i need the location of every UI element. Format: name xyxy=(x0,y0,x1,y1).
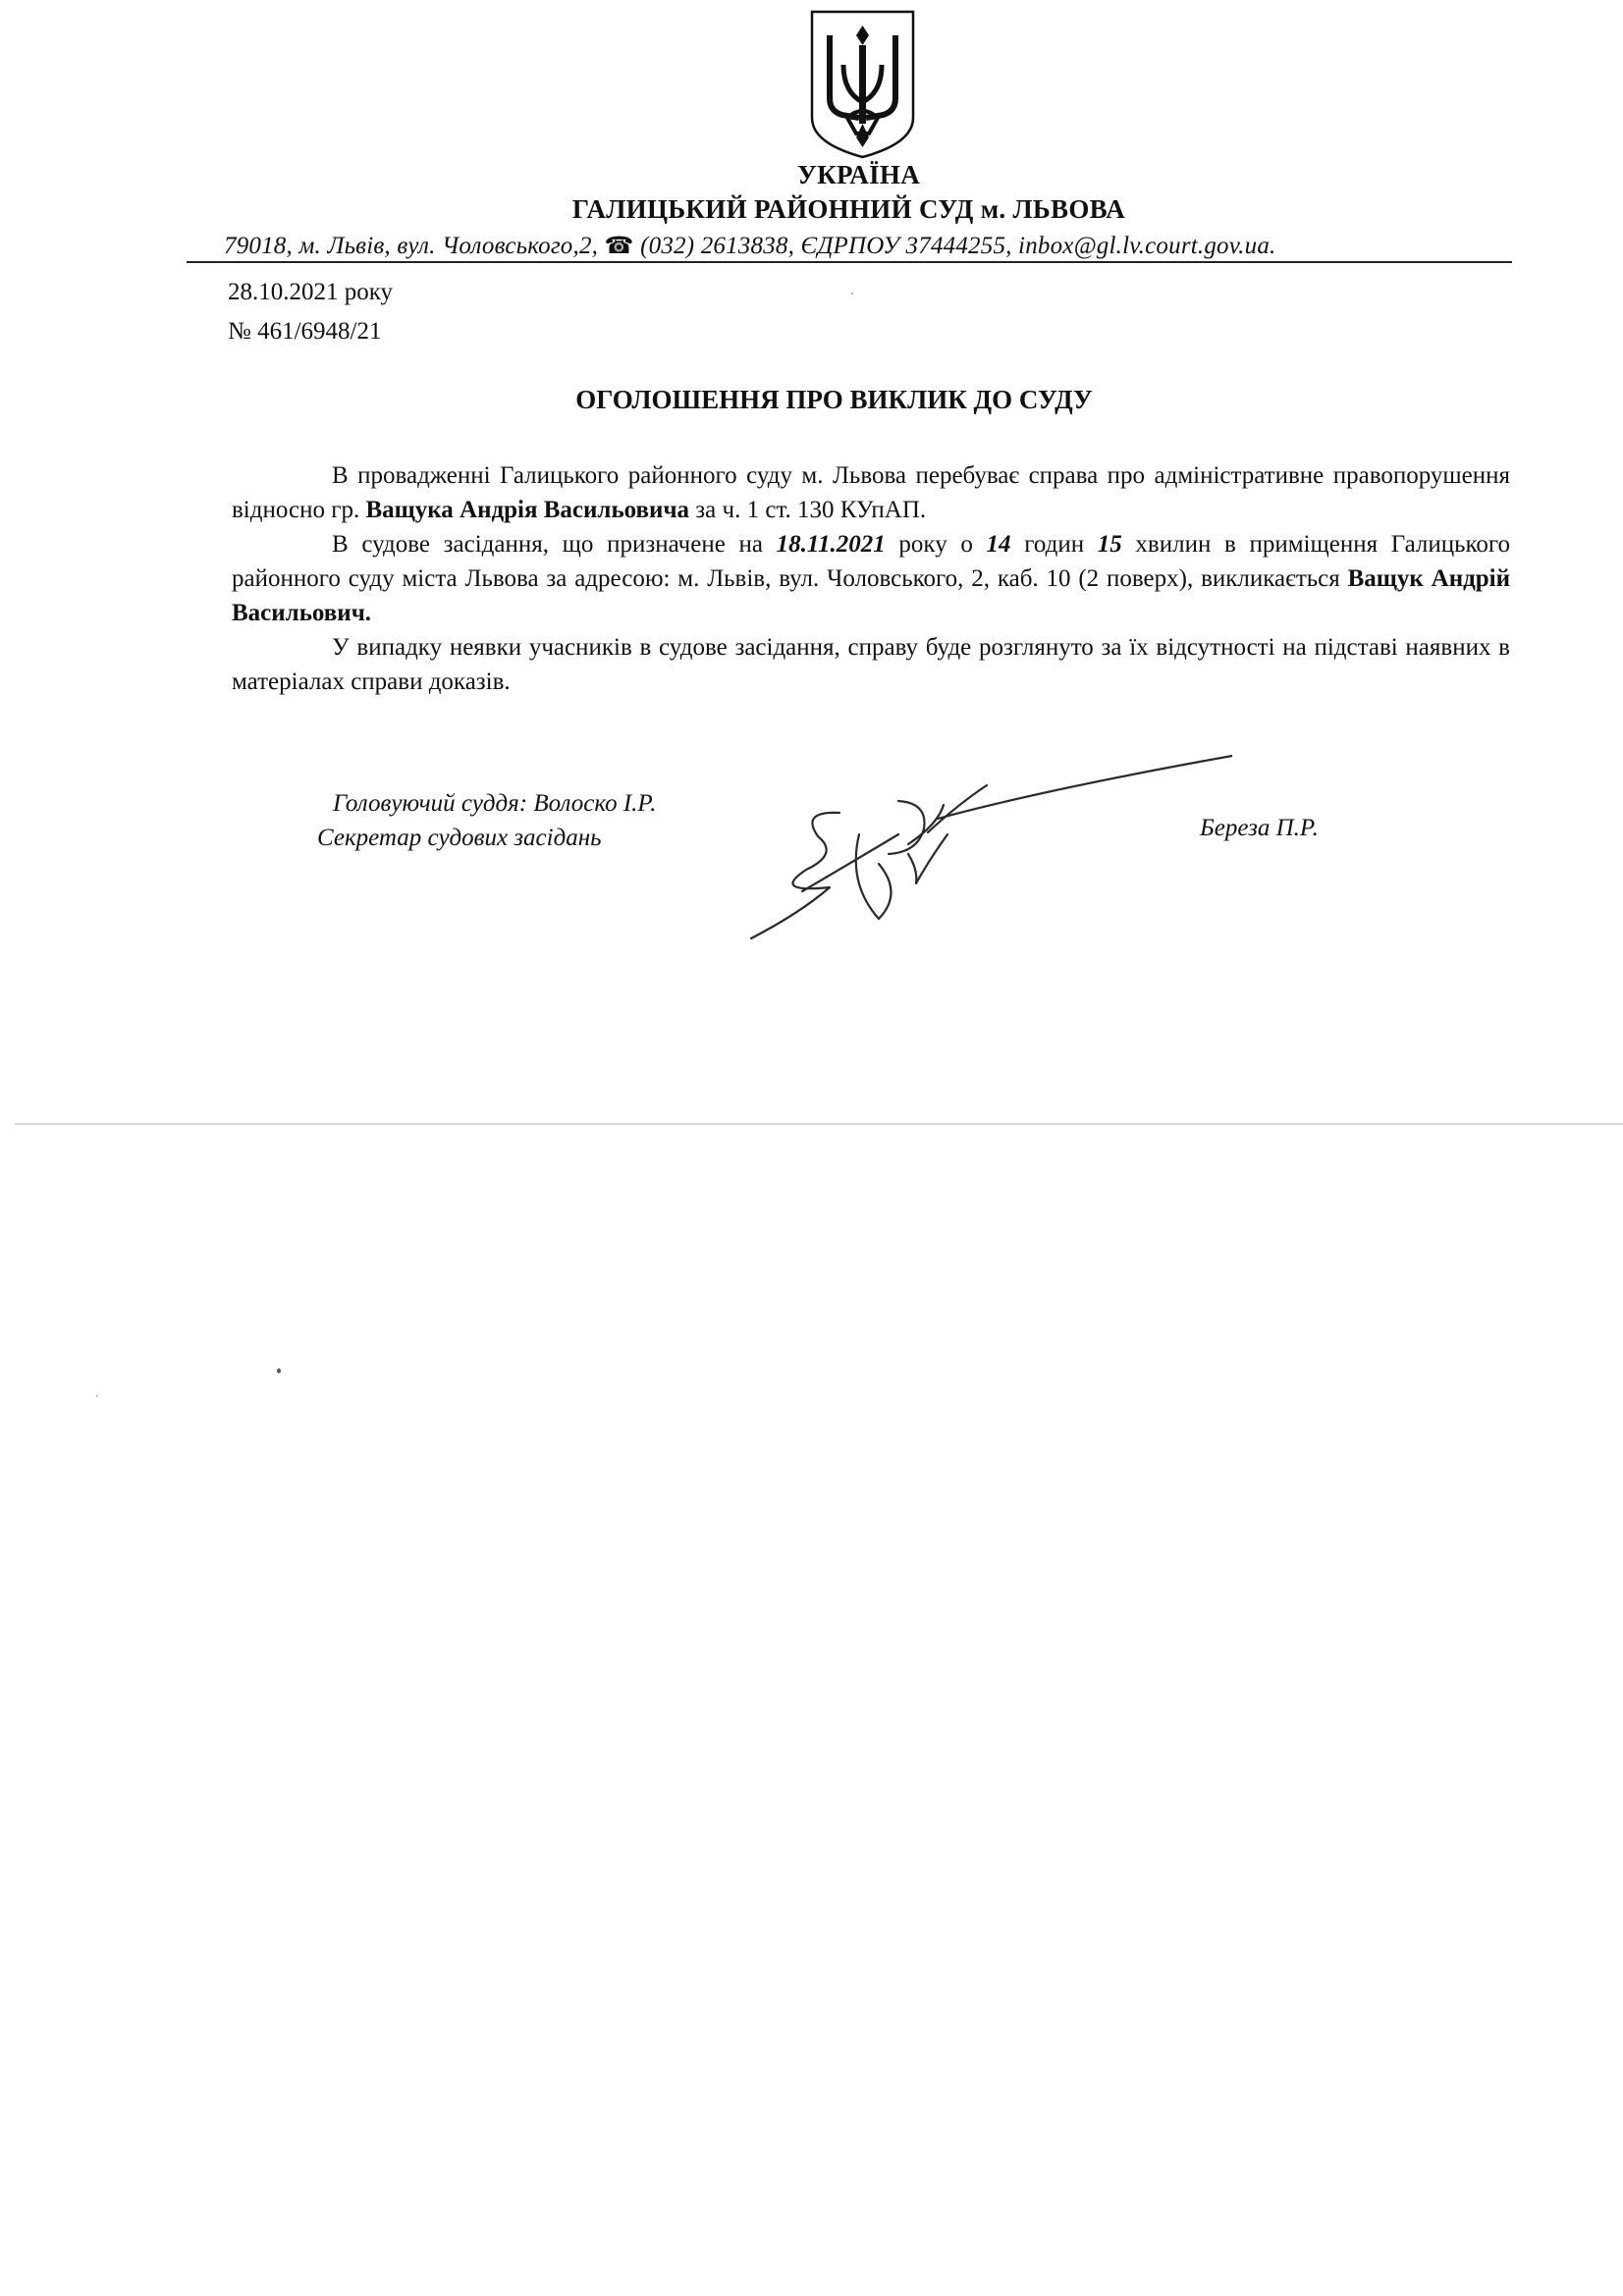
paragraph-text: В провадженні Галицького районного суду м. Львова перебуває справа про адміністративне правопорушення відносно гр. xyxy=(232,462,1510,523)
edrpou-code: ЄДРПОУ 37444255, xyxy=(800,233,1012,259)
hearing-minutes: 15 xyxy=(1097,531,1122,558)
paragraph-text: року о xyxy=(885,531,987,558)
hearing-hours: 14 xyxy=(986,531,1011,558)
paragraph-hearing xyxy=(232,527,1510,630)
presiding-judge: Головуючий суддя: Волоско І.Р. xyxy=(333,790,657,817)
country-heading: УКРАЇНА xyxy=(796,160,921,189)
scan-speck xyxy=(277,1368,281,1373)
hearing-date: 18.11.2021 xyxy=(776,531,886,558)
paragraph-absence: У випадку неявки учасників в судове засідання, справу буде розглянуто за їх відсутності на підставі наявних в матеріалах справи доказів. xyxy=(232,634,1510,695)
secretary-name: Береза П.Р. xyxy=(1200,815,1319,841)
case-number: № 461/6948/21 xyxy=(228,318,382,345)
paragraph-case xyxy=(232,458,1510,527)
handwritten-signature xyxy=(731,746,1232,942)
coat-of-arms-icon xyxy=(808,8,917,161)
scan-speck xyxy=(851,293,853,294)
court-address-line xyxy=(224,232,1500,260)
notice-title: ОГОЛОШЕННЯ ПРО ВИКЛИК ДО СУДУ xyxy=(575,385,1093,414)
telephone-icon: ☎ xyxy=(604,234,634,259)
paragraph-text: за ч. 1 ст. 130 КУпАП. xyxy=(689,497,927,523)
paragraph-text: хвилин в приміщення Галицького районного суду міста Львова за адресою: м. Львів, вул. Чоловського, 2, каб. 10 (2 поверх), викликається xyxy=(232,531,1511,592)
notice-body xyxy=(232,458,1510,699)
defendant-name: Ващук Андрій Васильович. xyxy=(232,565,1510,626)
email-link[interactable]: inbox@gl.lv.court.gov.ua. xyxy=(1018,233,1276,259)
scan-edge-line xyxy=(15,1123,1623,1125)
paragraph-text: В судове засідання, що призначене на xyxy=(332,531,777,558)
court-name-heading: ГАЛИЦЬКИЙ РАЙОННИЙ СУД м. ЛЬВОВА xyxy=(571,194,1126,224)
document-date: 28.10.2021 року xyxy=(228,279,394,305)
phone-number: (032) 2613838, xyxy=(640,233,795,259)
secretary-title: Секретар судових засідань xyxy=(317,825,602,851)
scan-speck xyxy=(96,1395,98,1397)
address-text: 79018, м. Львів, вул. Чоловського,2, xyxy=(224,233,599,259)
defendant-name-genitive: Ващука Андрія Васильовича xyxy=(365,497,690,523)
paragraph-text: годин xyxy=(1010,531,1098,558)
header-rule xyxy=(187,261,1512,263)
